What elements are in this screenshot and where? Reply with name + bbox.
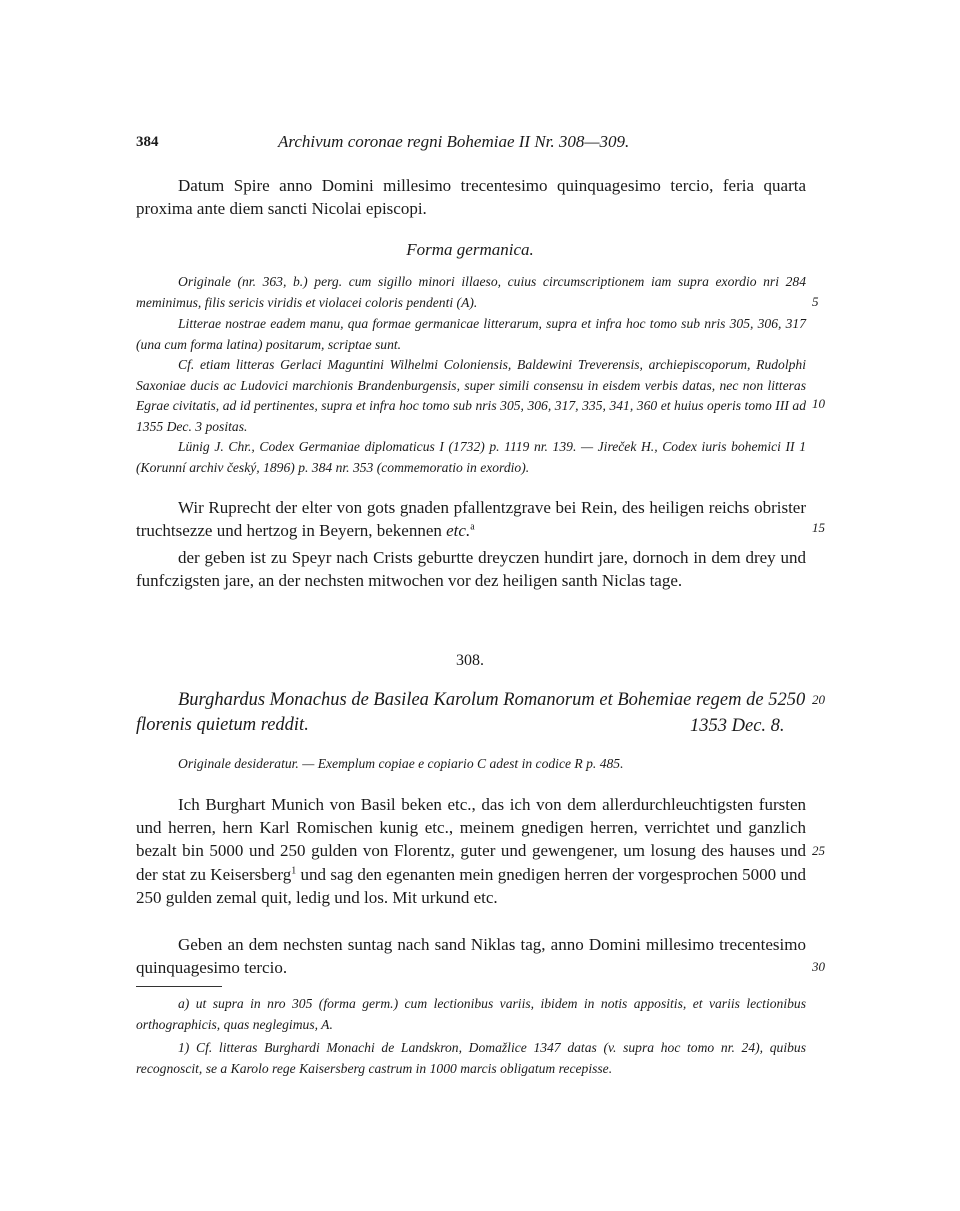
document-date: 1353 Dec. 8. [690,716,785,736]
datum-paragraph: Datum Spire anno Domini millesimo trecentesimo quinquagesimo tercio, feria quarta proxima ante diem sancti Nicolai episcopi. [136,176,806,218]
line-number: 10 [812,396,825,411]
document-datum-paragraph: Geben an dem nechsten suntag nach sand Niklas tag, anno Domini millesimo trecentesimo quinquagesimo tercio. [136,935,806,977]
document-body-main: Ich Burghart Munich von Basil beken etc., das ich von dem allerdurchleuchtigsten fursten und herren, hern Karl Romischen kunig etc., meinem gnedigen herren, verrichtet und ganzlich bezalt bin 5000 und 250 gulden von Florentz, guter und gewengener, um losung des hauses und der stat zu Keisersberg [136,795,806,884]
footnote-a: a) ut supra in nro 305 (forma germ.) cum lectionibus variis, ibidem in notis appositis, et variis lectionibus orthographicis, quas neglegimus, A. [136,996,806,1032]
footnote-mark-a: a [470,521,475,533]
forma-note-lunig: Lünig J. Chr., Codex Germaniae diplomaticus I (1732) p. 1119 nr. 139. — Jireček H., Codex iuris bohemici II 1 (Korunní archiv český, 1896) p. 384 nr. 353 (commemoratio in exordio). [136,439,806,475]
line-number: 15 [812,520,825,535]
german-text-body: Wir Ruprecht der elter von gots gnaden pfallentzgrave bei Rein, des heiligen reichs obrister truchtsezze und hertzog in Beyern, bekennen [136,498,806,540]
source-note: Originale desideratur. — Exemplum copiae e copiario C adest in codice R p. 485. [178,756,624,771]
footnote-1: 1) Cf. litteras Burghardi Monachi de Landskron, Domažlice 1347 datas (v. supra hoc tomo nr. 24), quibus recognoscit, se a Karolo rege Kaisersberg castrum in 1000 marcis obligatum recepisse. [136,1040,806,1076]
german-text-paragraph [136,496,806,542]
footnote-divider [136,986,222,987]
line-number: 20 [812,692,825,707]
german-datum-paragraph: der geben ist zu Speyr nach Crists geburtte dreyczen hundirt jare, dornoch in dem drey und funfczigsten jare, an der nechsten mitwochen vor dez heiligen santh Niclas tage. [136,548,806,590]
forma-note-litterae: Litterae nostrae eadem manu, qua formae germanicae litterarum, supra et infra hoc tomo sub nris 305, 306, 317 (una cum forma latina) positarum, scriptae sunt. [136,316,806,352]
document-body-paragraph [136,793,806,909]
forma-note-cf: Cf. etiam litteras Gerlaci Maguntini Wilhelmi Coloniensis, Baldewini Treverensis, archiepiscoporum, Rudolphi Saxoniae ducis ac Ludovici marchionis Brandenburgensis, super simili consensu in eisdem verbis datas, nec non litteras Egrae civitatis, ad id pertinentes, supra et infra hoc tomo sub nris 305, 306, 317, 335, 341, 360 et huius operis tomo III ad 1355 Dec. 3 positas. [136,357,806,434]
line-number: 30 [812,959,825,974]
line-number: 25 [812,843,825,858]
regest: Burghardus Monachus de Basilea Karolum Romanorum et Bohemiae regem de 5250 florenis quietum reddit. [136,690,806,735]
forma-heading: Forma germanica. [406,240,534,259]
forma-note-originale: Originale (nr. 363, b.) perg. cum sigillo minori illaeso, cuius circumscriptionem iam supra exordio nri 284 meminimus, filis sericis viridis et violacei coloris pendenti (A). [136,274,806,310]
footnote-mark-1: 1 [291,864,297,876]
line-number: 5 [812,294,819,309]
document-body-rest: und sag den egenanten mein gnedigen herren der vorgesprochen 5000 und 250 gulden zemal quit, ledig und los. Mit urkund etc. [136,864,806,907]
german-text-etc: etc. [446,521,471,540]
document-number: 308. [456,652,484,669]
page-number: 384 [136,134,159,150]
running-header-title: Archivum coronae regni Bohemiae II Nr. 308—309. [278,132,630,151]
